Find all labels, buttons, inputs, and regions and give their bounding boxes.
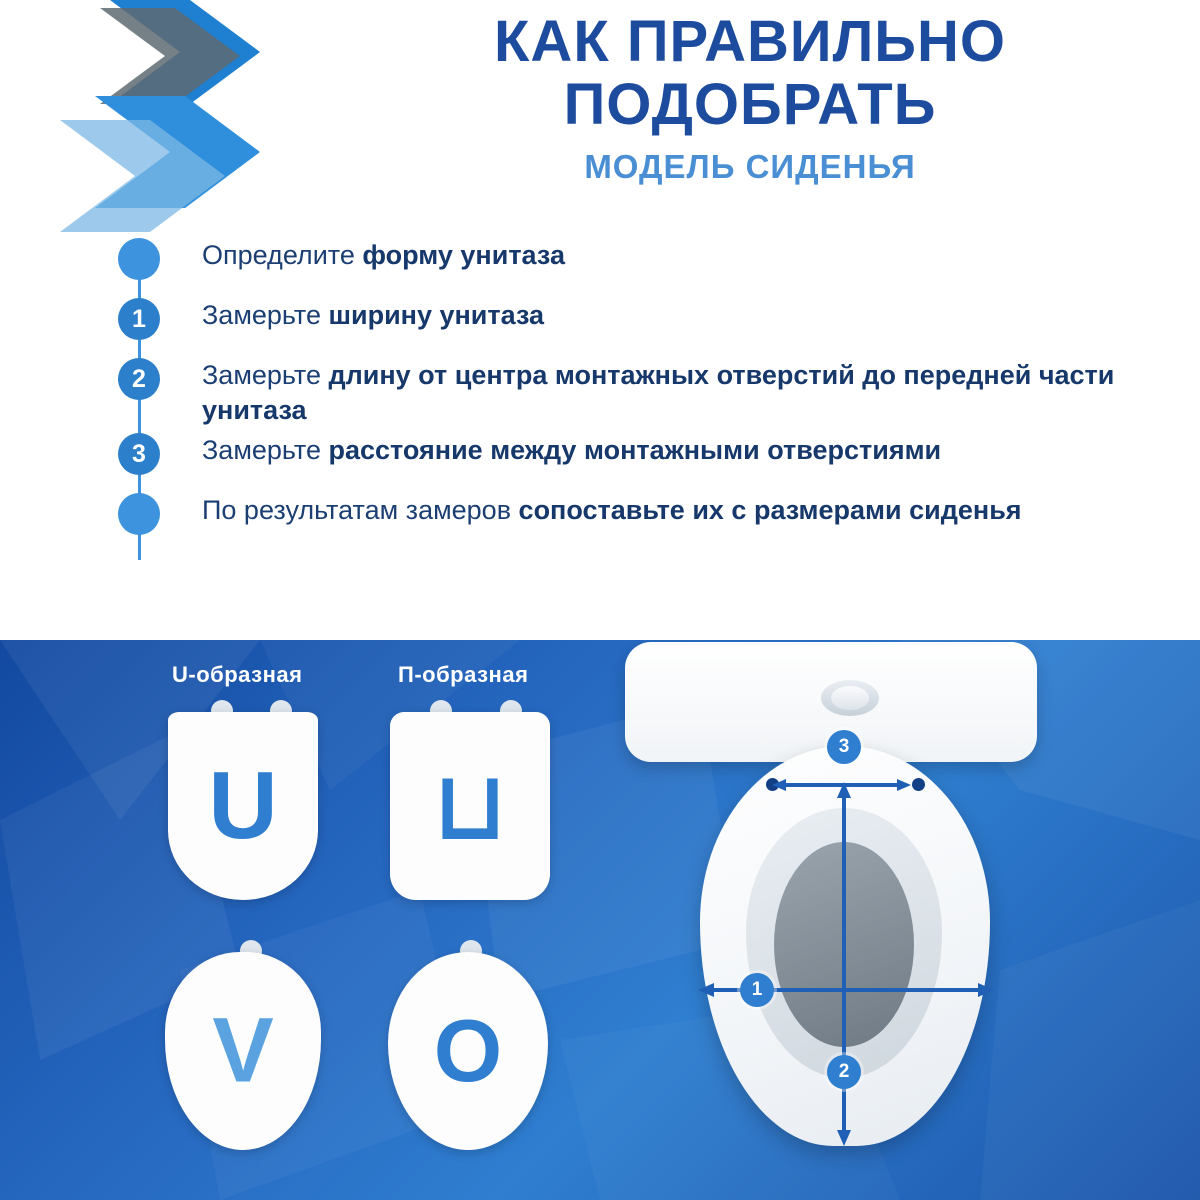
shape-label-u: U-образная <box>172 662 303 687</box>
list-item <box>118 236 1118 292</box>
seat-glyph-v: V <box>212 999 274 1102</box>
title-line-1: КАК ПРАВИЛЬНО <box>494 9 1006 74</box>
step-text-3-bold: расстояние между монтажными отверстиями <box>328 435 942 466</box>
toilet-illustration <box>600 640 1200 1200</box>
steps-list <box>118 236 1118 551</box>
step-bullet-4 <box>118 493 160 535</box>
illustration-section <box>0 640 1200 1200</box>
seat-glyph-p: ⊔ <box>434 755 506 858</box>
step-text-0-bold: форму унитаза <box>362 240 565 270</box>
title-line-2: ПОДОБРАТЬ <box>563 71 937 137</box>
subtitle: МОДЕЛЬ СИДЕНЬЯ <box>584 147 916 185</box>
measure-badge-2: 2 <box>827 1055 861 1089</box>
step-text-2-plain: Замерьте <box>202 360 329 390</box>
list-item <box>118 356 1118 427</box>
step-bullet-2: 2 <box>118 358 160 400</box>
list-item <box>118 296 1118 352</box>
shape-label-p: П-образная <box>398 662 529 687</box>
step-bullet-1: 1 <box>118 298 160 340</box>
step-text-2-bold: длину от центра монтажных отверстий до передней части унитаза <box>202 360 1115 425</box>
list-item <box>118 491 1118 547</box>
measure-badge-1: 1 <box>740 973 774 1007</box>
measure-badge-3: 3 <box>827 730 861 764</box>
step-bullet-3: 3 <box>118 433 160 475</box>
list-item <box>118 431 1118 487</box>
seat-glyph-u: U <box>208 752 278 859</box>
step-text-4-plain: По результатам замеров <box>202 495 519 526</box>
step-text-1 <box>202 296 1118 333</box>
seat-shape-p <box>390 712 550 900</box>
step-text-3 <box>202 431 1118 468</box>
chevron-decoration-icon <box>0 0 300 240</box>
step-text-3-plain: Замерьте <box>202 435 329 466</box>
step-text-4-bold: сопоставьте их с размерами сиденья <box>518 495 1022 526</box>
measurement-arrows <box>600 640 1200 1200</box>
step-text-1-plain: Замерьте <box>202 300 329 330</box>
step-text-1-bold: ширину унитаза <box>328 300 545 330</box>
seat-glyph-o: O <box>433 1001 503 1100</box>
step-text-2 <box>202 356 1118 427</box>
step-text-0-plain: Определите <box>202 240 363 270</box>
seat-shape-u <box>168 712 318 900</box>
step-bullet-0 <box>118 238 160 280</box>
title-block <box>330 9 1170 186</box>
step-text-0 <box>202 236 1118 273</box>
step-text-4 <box>202 491 1118 528</box>
